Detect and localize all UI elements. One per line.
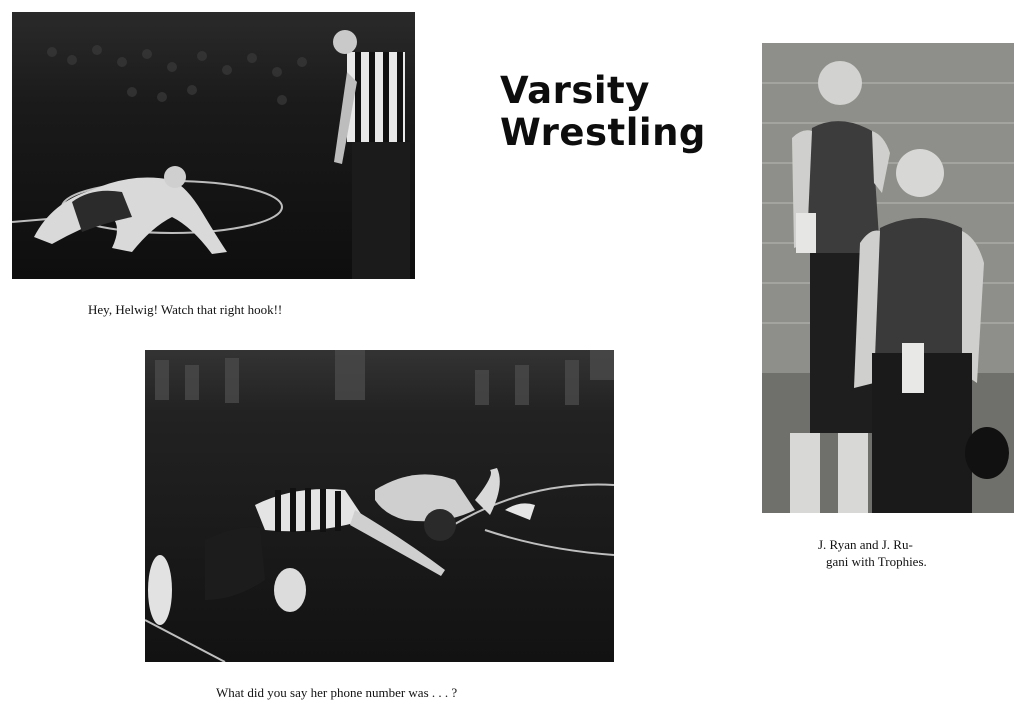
page-title-line2: Wrestling	[500, 111, 706, 154]
caption-wrestlers-referee: Hey, Helwig! Watch that right hook!!	[88, 302, 283, 317]
photo-referee-on-mat-image	[145, 350, 614, 662]
photo-wrestlers-referee-image	[12, 12, 415, 279]
page-title-line1: Varsity	[500, 69, 650, 112]
page-title	[500, 70, 740, 154]
photo-wrestlers-referee	[12, 12, 415, 279]
photo-referee-on-mat	[145, 350, 614, 662]
photo-trophy-winners	[762, 43, 1014, 513]
caption-trophy-winners	[818, 536, 968, 570]
caption-trophy-winners-line1: J. Ryan and J. Ru-	[818, 537, 913, 552]
photo-trophy-winners-image	[762, 43, 1014, 513]
caption-trophy-winners-line2: gani with Trophies.	[826, 554, 927, 569]
caption-referee-on-mat: What did you say her phone number was . . . ?	[216, 685, 458, 700]
